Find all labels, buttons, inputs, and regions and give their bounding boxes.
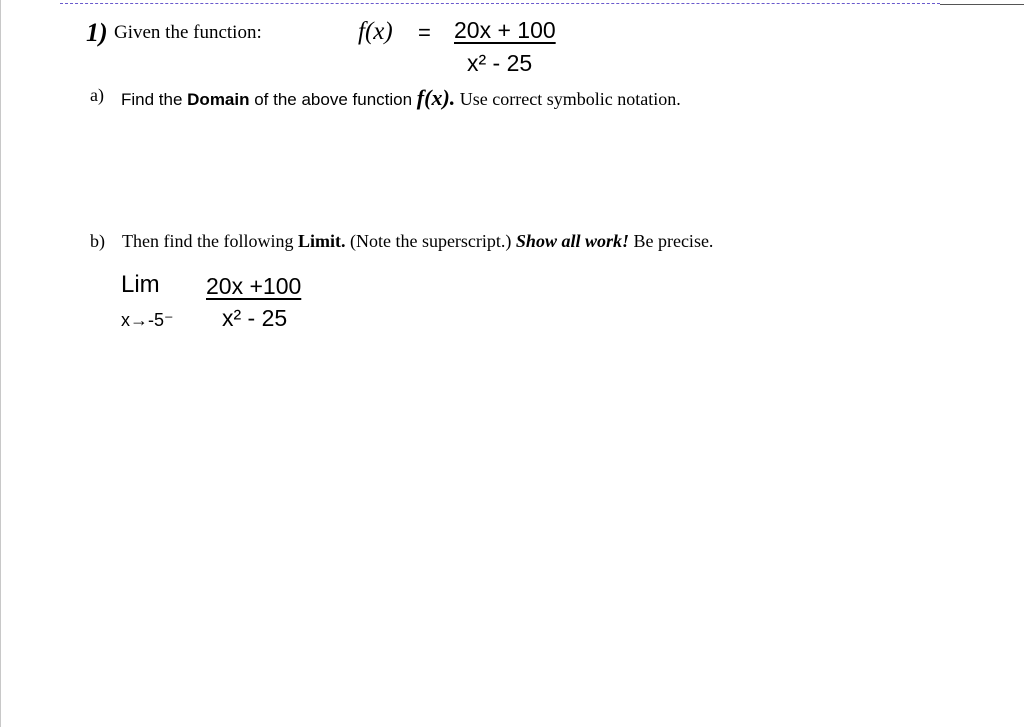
equals-sign: = (418, 20, 431, 45)
part-b-instruction (122, 231, 713, 252)
page-corner-line (940, 0, 1024, 5)
top-dashed-rule (60, 3, 940, 4)
function-label: f(x) (358, 18, 393, 45)
part-a-instruction (121, 85, 681, 111)
part-b-text-middle: (Note the superscript.) (345, 231, 516, 251)
function-denominator: x² - 25 (467, 50, 533, 76)
limit-numerator: 20x +100 (206, 273, 302, 299)
part-b-text-before: Then find the following (122, 231, 298, 251)
part-a-function-ref: f(x). (416, 85, 456, 110)
page-edge (0, 0, 1, 727)
part-a-tail: Use correct symbolic notation. (455, 89, 681, 109)
part-b-bold-word: Limit. (297, 231, 346, 251)
question-intro: Given the function: (114, 22, 262, 43)
part-a-letter: a) (90, 85, 104, 105)
part-b-emphasis: Show all work! (515, 231, 629, 251)
part-a-text-before: Find the (121, 90, 188, 109)
limit-word: Lim (121, 271, 160, 298)
limit-denominator: x² - 25 (222, 305, 288, 331)
question-number: 1) (86, 18, 108, 47)
function-numerator: 20x + 100 (454, 17, 556, 43)
limit-approach: x→-5⁻ (121, 310, 174, 330)
part-a-text-after: of the above function (249, 90, 417, 109)
part-a-bold-word: Domain (187, 90, 250, 109)
part-b-letter: b) (90, 231, 105, 251)
part-b-tail: Be precise. (628, 231, 714, 251)
